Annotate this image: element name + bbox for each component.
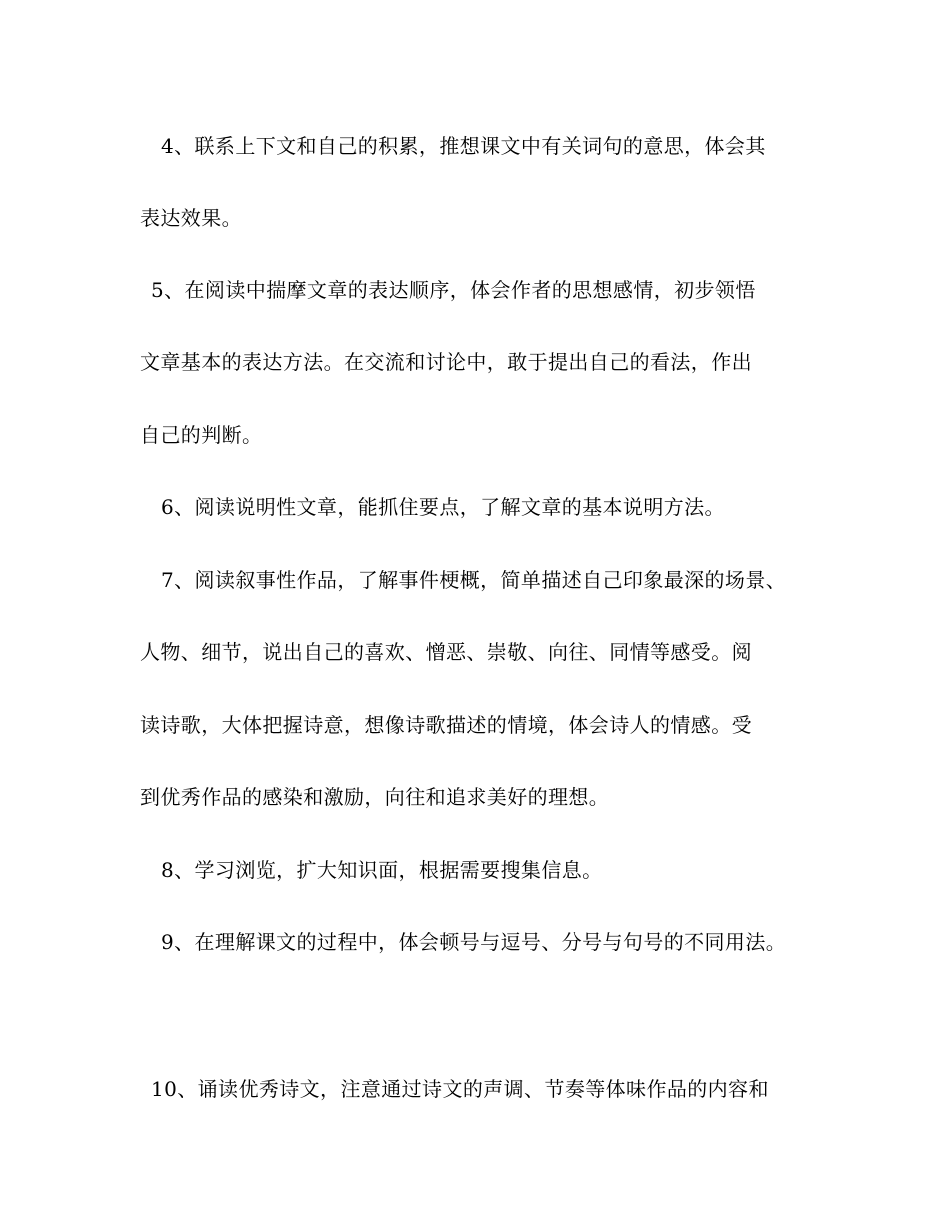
paragraph-8-line-1: 8、学习浏览，扩大知识面，根据需要搜集信息。	[161, 858, 603, 882]
paragraph-4-line-2: 表达效果。	[140, 206, 242, 230]
paragraph-7-line-2: 人物、细节，说出自己的喜欢、憎恶、崇敬、向往、同情等感受。阅	[140, 640, 752, 664]
paragraph-4-line-1: 4、联系上下文和自己的积累，推想课文中有关词句的意思，体会其	[161, 134, 766, 158]
paragraph-5-line-3: 自己的判断。	[140, 423, 263, 447]
paragraph-5-line-1: 5、在阅读中揣摩文章的表达顺序，体会作者的思想感情，初步领悟	[151, 278, 756, 302]
paragraph-5-line-2: 文章基本的表达方法。在交流和讨论中，敢于提出自己的看法，作出	[140, 350, 752, 374]
paragraph-7-line-4: 到优秀作品的感染和激励，向往和追求美好的理想。	[140, 785, 610, 809]
paragraph-7-line-1: 7、阅读叙事性作品，了解事件梗概，简单描述自己印象最深的场景、	[161, 568, 787, 592]
paragraph-7-line-3: 读诗歌，大体把握诗意，想像诗歌描述的情境，体会诗人的情感。受	[140, 713, 752, 737]
paragraph-10-line-1: 10、诵读优秀诗文，注意通过诗文的声调、节奏等体味作品的内容和	[151, 1077, 769, 1101]
paragraph-9-line-1: 9、在理解课文的过程中，体会顿号与逗号、分号与句号的不同用法。	[161, 930, 787, 954]
paragraph-6-line-1: 6、阅读说明性文章，能抓住要点，了解文章的基本说明方法。	[161, 495, 725, 519]
